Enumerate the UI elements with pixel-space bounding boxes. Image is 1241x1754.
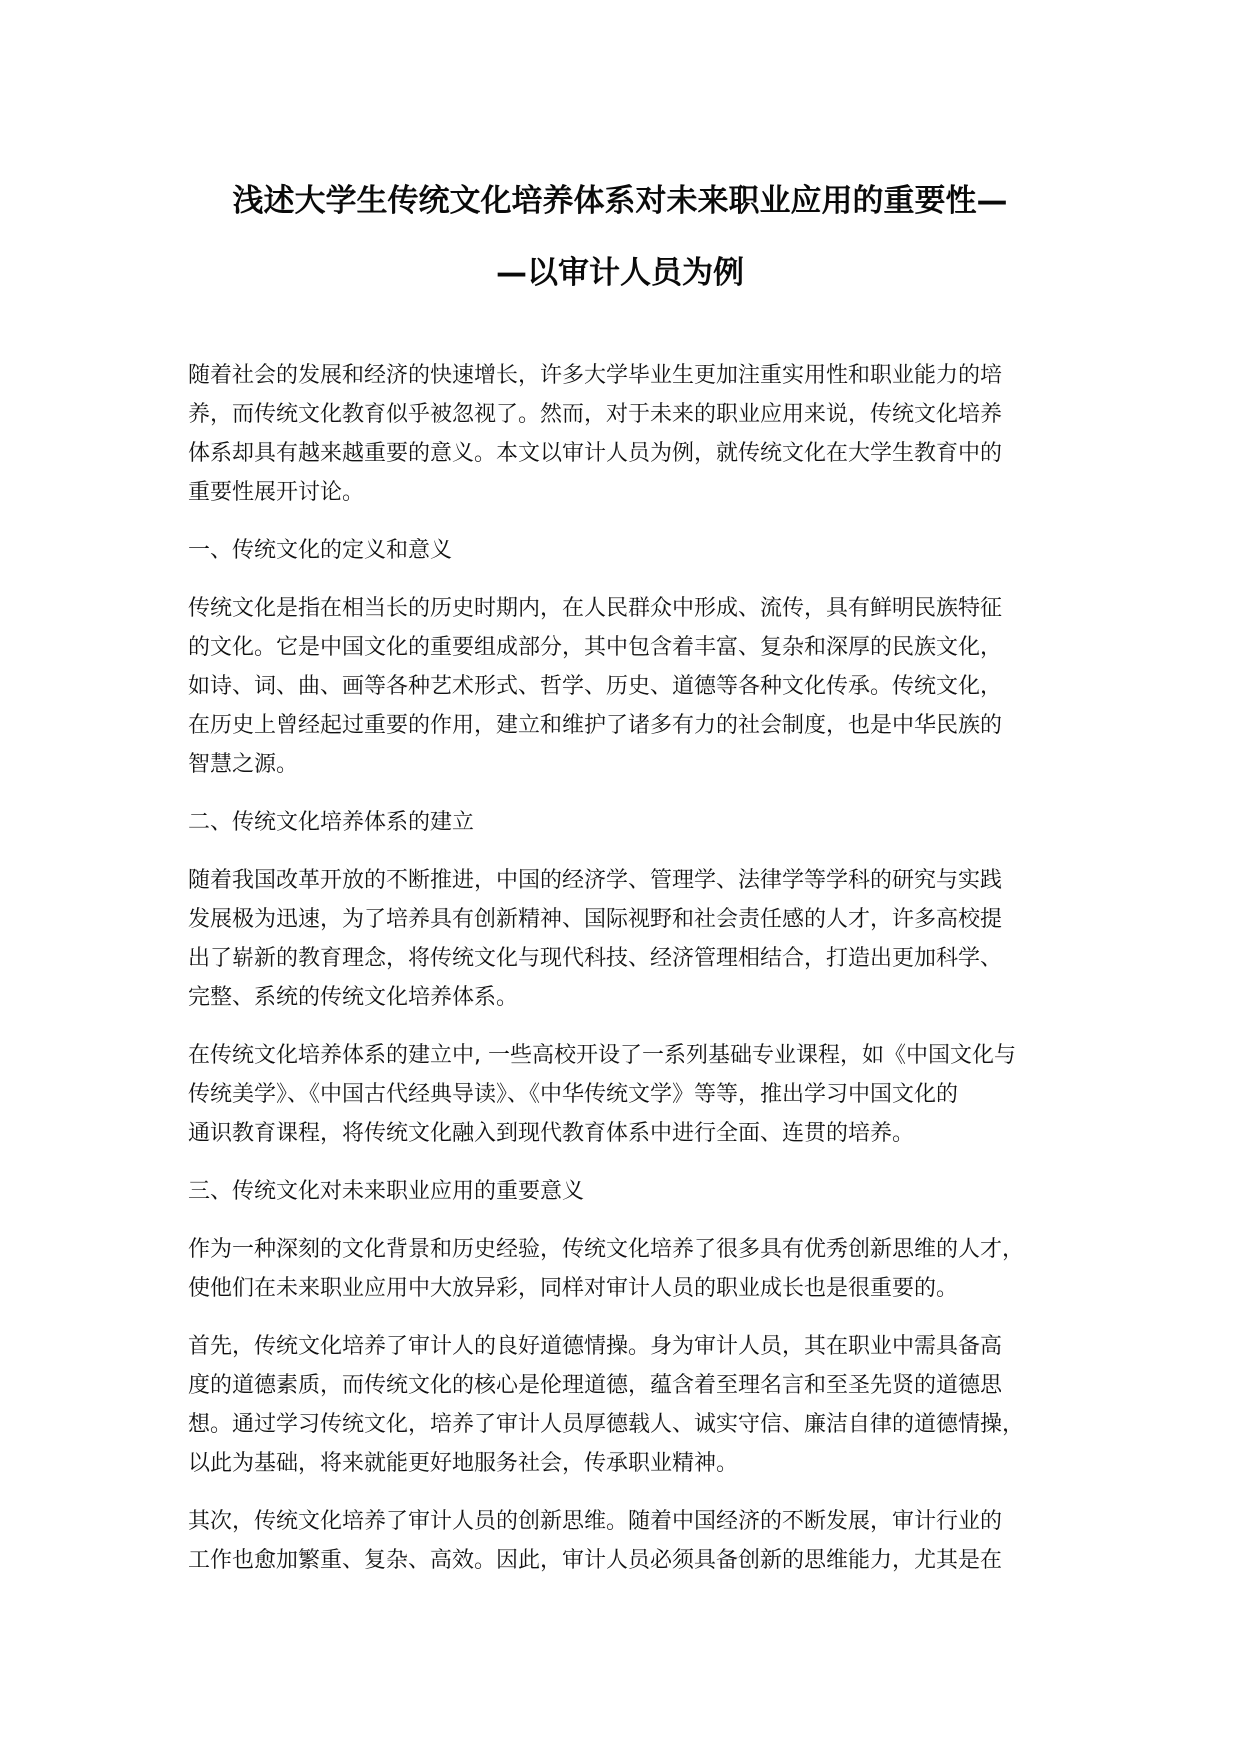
section-heading-2: 二、传统文化培养体系的建立 xyxy=(188,810,475,835)
section-heading-3: 三、传统文化对未来职业应用的重要意义 xyxy=(188,1179,585,1204)
section-heading-1: 一、传统文化的定义和意义 xyxy=(188,538,453,563)
text-line: 发展极为迅速，为了培养具有创新精神、国际视野和社会责任感的人才，许多高校提 xyxy=(188,907,1003,932)
text-line: 在历史上曾经起过重要的作用，建立和维护了诸多有力的社会制度，也是中华民族的 xyxy=(188,713,1003,738)
text-line: 随着社会的发展和经济的快速增长，许多大学毕业生更加注重实用性和职业能力的培 xyxy=(188,363,1003,388)
text-line: 首先，传统文化培养了审计人的良好道德情操。身为审计人员，其在职业中需具备高 xyxy=(188,1334,1003,1359)
document-title-line-1: 浅述大学生传统文化培养体系对未来职业应用的重要性— xyxy=(232,183,1008,219)
text-line: 出了崭新的教育理念，将传统文化与现代科技、经济管理相结合，打造出更加科学、 xyxy=(188,946,1003,971)
text-line: 想。通过学习传统文化，培养了审计人员厚德载人、诚实守信、廉洁自律的道德情操， xyxy=(188,1412,1025,1437)
text-line: 养，而传统文化教育似乎被忽视了。然而，对于未来的职业应用来说，传统文化培养 xyxy=(188,402,1003,427)
text-line: 度的道德素质，而传统文化的核心是伦理道德，蕴含着至理名言和至圣先贤的道德思 xyxy=(188,1373,1003,1398)
text-line: 通识教育课程，将传统文化融入到现代教育体系中进行全面、连贯的培养。 xyxy=(188,1121,915,1146)
text-line: 智慧之源。 xyxy=(188,752,299,777)
intro-paragraph xyxy=(188,356,1068,512)
text-line: 的文化。它是中国文化的重要组成部分，其中包含着丰富、复杂和深厚的民族文化， xyxy=(188,635,1003,660)
section3-paragraph-3 xyxy=(188,1502,1068,1580)
text-line: 传统美学》、《中国古代经典导读》、《中华传统文学》等等，推出学习中国文化的 xyxy=(188,1082,959,1107)
section3-paragraph-1 xyxy=(188,1230,1068,1308)
text-line: 重要性展开讨论。 xyxy=(188,480,365,505)
section2-paragraph-1 xyxy=(188,861,1068,1017)
text-line: 随着我国改革开放的不断推进，中国的经济学、管理学、法律学等学科的研究与实践 xyxy=(188,868,1003,893)
text-line: 在传统文化培养体系的建立中, 一些高校开设了一系列基础专业课程，如《中国文化与 xyxy=(188,1043,1016,1068)
text-line: 完整、系统的传统文化培养体系。 xyxy=(188,985,519,1010)
section3-paragraph-2 xyxy=(188,1327,1068,1483)
text-line: 使他们在未来职业应用中大放异彩，同样对审计人员的职业成长也是很重要的。 xyxy=(188,1276,959,1301)
text-line: 传统文化是指在相当长的历史时期内，在人民群众中形成、流传，具有鲜明民族特征 xyxy=(188,596,1003,621)
text-line: 工作也愈加繁重、复杂、高效。因此，审计人员必须具备创新的思维能力，尤其是在 xyxy=(188,1548,1003,1573)
section1-paragraph-1 xyxy=(188,589,1068,784)
text-line: 作为一种深刻的文化背景和历史经验，传统文化培养了很多具有优秀创新思维的人才， xyxy=(188,1237,1025,1262)
document-body xyxy=(188,356,1068,1599)
section2-paragraph-2 xyxy=(188,1036,1068,1153)
document-title-line-2: —以审计人员为例 xyxy=(496,255,744,291)
text-line: 其次，传统文化培养了审计人员的创新思维。随着中国经济的不断发展，审计行业的 xyxy=(188,1509,1003,1534)
text-line: 以此为基础，将来就能更好地服务社会，传承职业精神。 xyxy=(188,1451,739,1476)
text-line: 体系却具有越来越重要的意义。本文以审计人员为例，就传统文化在大学生教育中的 xyxy=(188,441,1003,466)
text-line: 如诗、词、曲、画等各种艺术形式、哲学、历史、道德等各种文化传承。传统文化， xyxy=(188,674,1003,699)
